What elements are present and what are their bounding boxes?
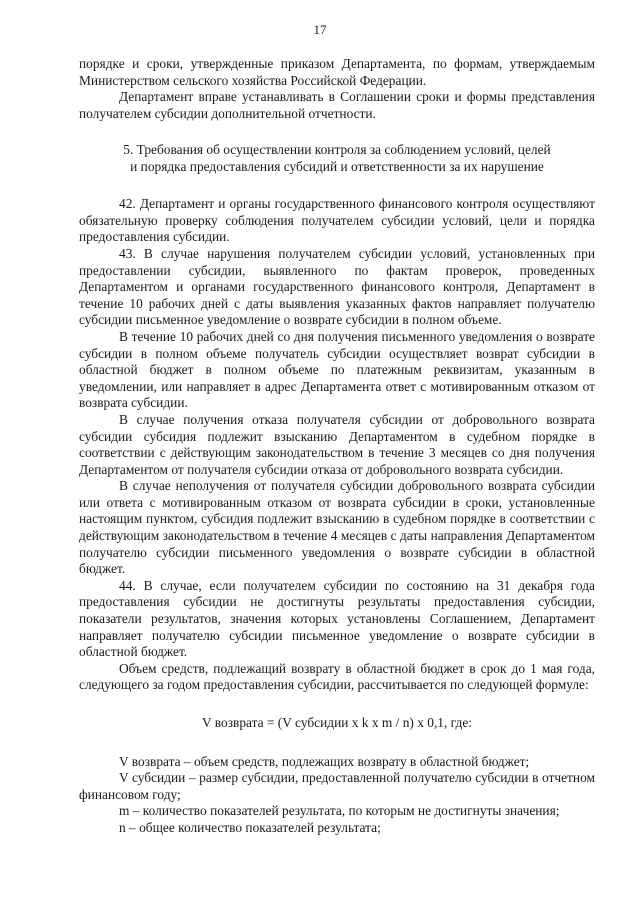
definition-item: n – общее количество показателей результата; [119, 819, 381, 835]
formula: V возврата = (V субсидии x k x m / n) x 0,1, где: [202, 715, 472, 730]
definition-item: m – количество показателей результата, по которым не достигнуты значения; [119, 803, 560, 819]
paragraph-44: 44. В случае, если получателем субсидии по состоянию на 31 декабря года предоставления субсидии не достигнуты результаты предоставления субсидии, показатели результатов, значения которых установлены Соглашением, Департамент направляет получателю субсидии письменное уведомление о возврате субсидии в областной бюджет. [79, 577, 595, 660]
paragraph: В случае получения отказа получателя субсидии от добровольного возврата субсидии субсидия подлежит взысканию Департаментом в судебном порядке в соответствии с действующим законодательством в течение 3 месяцев со дня получения Департаментом от получателя субсидии отказа от добровольного возврата субсидии. [79, 411, 595, 477]
definition-item: V возврата – объем средств, подлежащих возврату в областной бюджет; [119, 753, 530, 769]
page-number: 17 [313, 22, 327, 37]
paragraph: В течение 10 рабочих дней со дня получения письменного уведомления о возврате субсидии в полном объеме получатель субсидии осуществляет возврат субсидии в областной бюджет в полном объеме по платежным реквизитам, указанным в уведомлении, или направляет в адрес Департамента ответ с мотивированным отказом от возврата субсидии. [79, 328, 595, 411]
paragraph: порядке и сроки, утвержденные приказом Департамента, по формам, утверждаемым Министерством сельского хозяйства Российской Федерации. [79, 56, 595, 88]
paragraph-43: 43. В случае нарушения получателем субсидии условий, установленных при предоставлении субсидии, выявленного по фактам проверок, проведенных Департаментом и органами государственного финансового контроля, Департамент в течение 10 рабочих дней с даты выявления указанных фактов направляет получателю субсидии письменное уведомление о возврате субсидии в полном объеме. [79, 245, 595, 328]
definition-item: V субсидии – размер субсидии, предоставленной получателю субсидии в отчетном финансовом году; [79, 770, 595, 802]
document-body [79, 56, 595, 837]
paragraph: Департамент вправе устанавливать в Соглашении сроки и формы представления получателем субсидии дополнительной отчетности. [79, 89, 595, 121]
section-heading-line: 5. Требования об осуществлении контроля за соблюдением условий, целей [123, 142, 551, 158]
paragraph: В случае неполучения от получателя субсидии добровольного возврата субсидии или ответа с мотивированным отказом от возврата субсидии в сроки, установленные настоящим пунктом, субсидия подлежит взысканию в судебном порядке в соответствии с действующим законодательством в течение 4 месяцев с даты направления Департаментом получателю субсидии письменного уведомления о возврате субсидии в областной бюджет. [79, 478, 595, 577]
paragraph: Объем средств, подлежащий возврату в областной бюджет в срок до 1 мая года, следующего за годом предоставления субсидии, рассчитывается по следующей формуле: [79, 660, 595, 693]
section-heading [79, 142, 595, 175]
section-heading-line: и порядка предоставления субсидий и ответственности за их нарушение [130, 158, 544, 174]
paragraph-42: 42. Департамент и органы государственного финансового контроля осуществляют обязательную проверку соблюдения получателем субсидии условий, цели и порядка предоставления субсидии. [79, 196, 595, 245]
